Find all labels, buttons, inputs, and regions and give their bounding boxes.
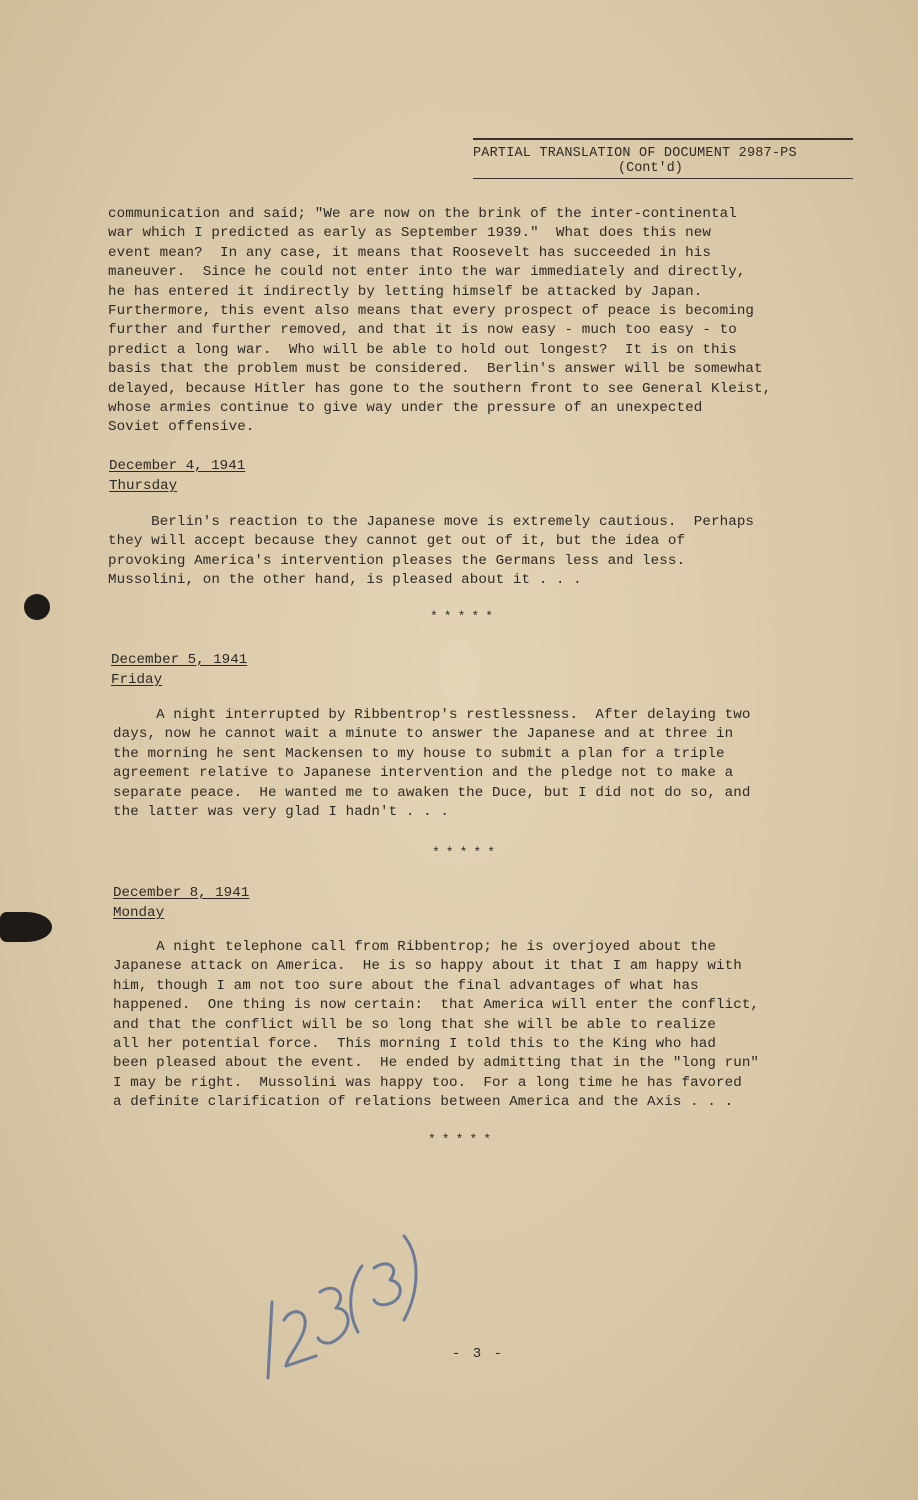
intro-paragraph	[108, 205, 848, 438]
text-line: all her potential force. This morning I told this to the King who had	[113, 1036, 716, 1053]
entry-date-block	[109, 456, 245, 496]
text-line: Japanese attack on America. He is so happy about it that I am happy with	[113, 958, 742, 975]
text-line: predict a long war. Who will be able to hold out longest? It is on this	[108, 341, 737, 358]
entry-day: Monday	[113, 905, 165, 921]
text-line: and that the conflict will be so long that she will be able to realize	[113, 1016, 716, 1033]
text-line: A night interrupted by Ribbentrop's restlessness. After delaying two	[113, 707, 751, 723]
entry-paragraph	[108, 513, 848, 591]
section-separator: *****	[432, 845, 502, 860]
text-line: Furthermore, this event also means that every prospect of peace is becoming	[108, 303, 755, 320]
entry-date-block	[113, 883, 249, 923]
text-line: Berlin's reaction to the Japanese move is extremely cautious. Perhaps	[108, 514, 755, 530]
text-line: delayed, because Hitler has gone to the southern front to see General Kleist,	[108, 380, 772, 397]
entry-date: December 4, 1941	[109, 458, 246, 474]
text-line: happened. One thing is now certain: that America will enter the conflict,	[113, 997, 760, 1014]
punch-hole	[0, 912, 52, 942]
text-line: maneuver. Since he could not enter into the war immediately and directly,	[108, 264, 746, 281]
page-number: - 3 -	[452, 1346, 505, 1362]
header-rule-top	[473, 138, 853, 140]
text-line: he has entered it indirectly by letting himself be attacked by Japan.	[108, 283, 703, 300]
text-line: Mussolini, on the other hand, is pleased about it . . .	[108, 572, 582, 589]
text-line: they will accept because they cannot get out of it, but the idea of	[108, 533, 686, 550]
entry-paragraph	[113, 706, 853, 822]
section-separator: *****	[430, 609, 500, 624]
entry-date: December 8, 1941	[113, 885, 250, 901]
text-line: been pleased about the event. He ended by admitting that in the "long run"	[113, 1055, 760, 1072]
text-line: him, though I am not too sure about the final advantages of what has	[113, 977, 699, 994]
text-line: a definite clarification of relations between America and the Axis . . .	[113, 1094, 734, 1111]
entry-date-block	[111, 650, 247, 690]
entry-day: Thursday	[109, 478, 178, 494]
header-continued: (Cont'd)	[618, 161, 683, 176]
text-line: basis that the problem must be considered. Berlin's answer will be somewhat	[108, 361, 763, 378]
text-line: separate peace. He wanted me to awaken the Duce, but I did not do so, and	[113, 784, 751, 801]
entry-paragraph	[113, 938, 853, 1113]
text-line: Soviet offensive.	[108, 419, 255, 436]
text-line: the latter was very glad I hadn't . . .	[113, 804, 449, 821]
text-line: communication and said; "We are now on the brink of the inter-continental	[108, 206, 737, 222]
entry-date: December 5, 1941	[111, 652, 248, 668]
handwritten-note	[258, 1228, 428, 1388]
entry-day: Friday	[111, 672, 163, 688]
punch-hole	[24, 594, 50, 620]
text-line: whose armies continue to give way under the pressure of an unexpected	[108, 400, 703, 417]
section-separator: *****	[428, 1132, 498, 1147]
text-line: days, now he cannot wait a minute to answer the Japanese and at three in	[113, 726, 734, 743]
text-line: provoking America's intervention pleases the Germans less and less.	[108, 552, 686, 569]
header-rule-bottom	[473, 178, 853, 179]
text-line: further and further removed, and that it is now easy - much too easy - to	[108, 322, 737, 339]
header-title: PARTIAL TRANSLATION OF DOCUMENT 2987-PS	[473, 146, 797, 161]
text-line: A night telephone call from Ribbentrop; he is overjoyed about the	[113, 939, 716, 955]
text-line: I may be right. Mussolini was happy too. For a long time he has favored	[113, 1074, 742, 1091]
text-line: agreement relative to Japanese intervention and the pledge not to make a	[113, 765, 734, 782]
text-line: event mean? In any case, it means that Roosevelt has succeeded in his	[108, 244, 711, 261]
text-line: the morning he sent Mackensen to my house to submit a plan for a triple	[113, 745, 725, 762]
document-header	[473, 138, 853, 179]
text-line: war which I predicted as early as September 1939." What does this new	[108, 225, 711, 242]
